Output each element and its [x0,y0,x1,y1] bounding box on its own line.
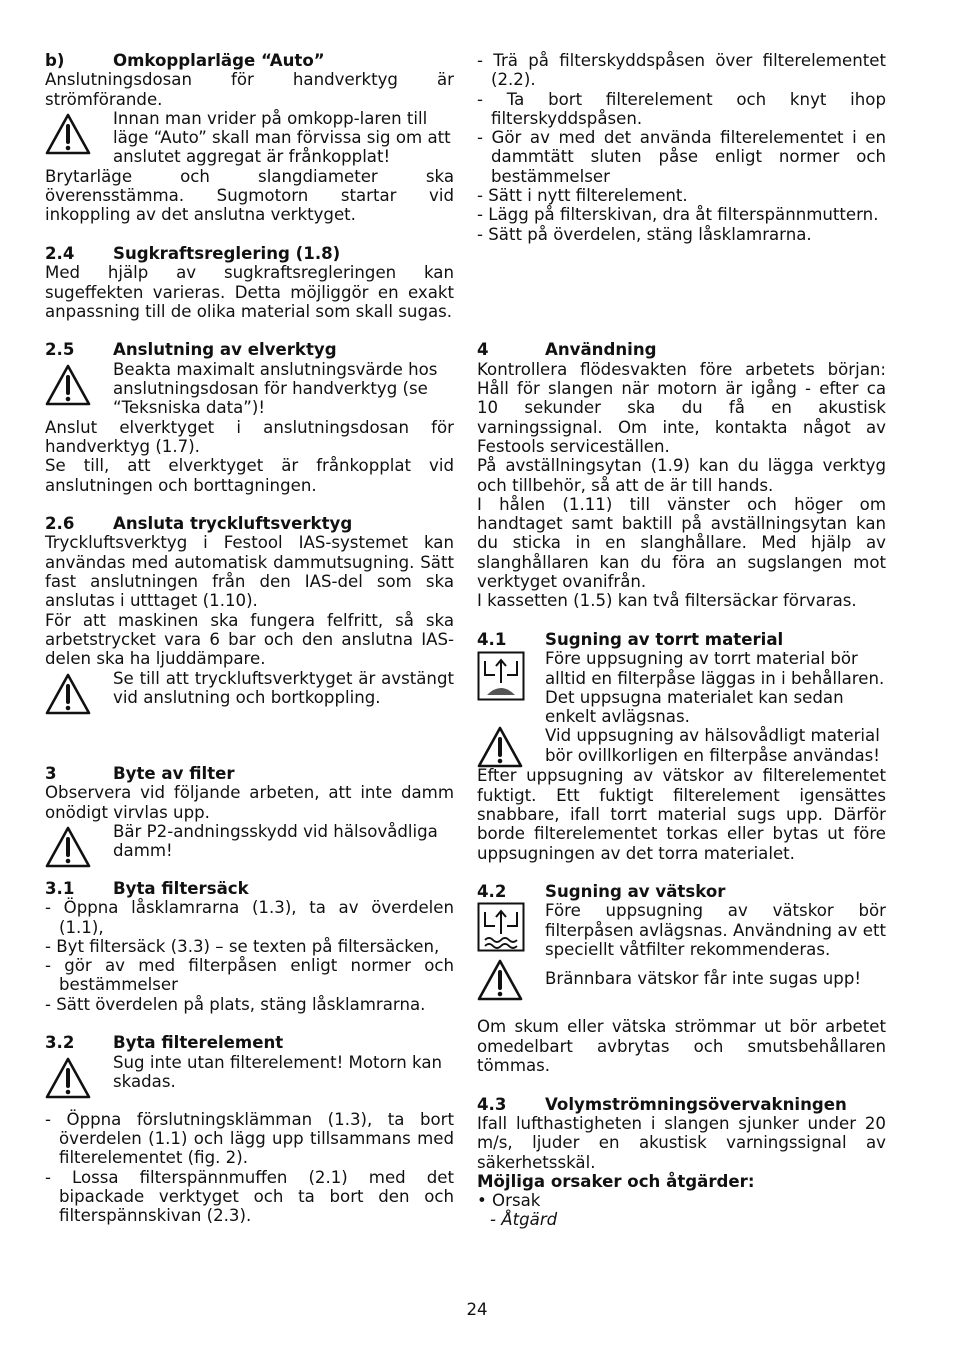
paragraph: Om skum eller vätska strömmar ut bör arbetet omedelbart avbrytas och smutsbehållaren tömmas. [477,1017,886,1076]
warning-text: Se till att tryckluftsverktyget är avstängt vid anslutning och bortkoppling. [113,668,454,707]
list-item: - Öppna förslutningsklämman (1.3), ta bort överdelen (1.1) och lägg upp tillsammans med filterelementet (fig. 2). [45,1109,454,1168]
paragraph: I hålen (1.11) till vänster och höger om handtaget samt baktill på avställningsytan kan du sticka in en slanghållare. Med hjälp av slanghållaren kan du föra an sugslangen mot verktyget ovanifrån. [477,494,886,592]
warning-block [45,669,454,726]
heading-4-2: 4.2 Sugning av vätskor [477,882,726,902]
warning-triangle-icon [45,1057,91,1099]
list-item: - Sätt överdelen på plats, stäng låsklamrarna. [45,994,426,1014]
bold-subheading: Möjliga orsaker och åtgärder: [477,1171,755,1191]
warning-text: Beakta maximalt anslutningsvärde hos anslutningsdosan för handverktyg (se “Teksniska data”)! [113,359,438,418]
list-item: - Öppna låsklamrarna (1.3), ta av överdelen (1.1), [45,898,454,937]
warning-triangle-icon [477,726,523,768]
page-number: 24 [466,1300,488,1319]
paragraph: Anslut elverktyget i anslutningsdosan för handverktyg (1.7). [45,417,454,456]
right-column [477,51,886,1230]
paragraph: För att maskinen ska fungera felfritt, så ska arbetstrycket vara 6 bar och den anslutna IAS-delen ska ha ljuddämpare. [45,610,454,669]
warning-block [45,1053,454,1110]
warning-triangle-icon [45,673,91,715]
info-text: Före uppsugning av torrt material bör alltid en filterpåse läggas in i behållaren. Det uppsugna materialet kan sedan enkelt avlägsnas. [545,649,885,727]
paragraph: Ifall lufthastigheten i slangen sjunker under 20 m/s, ljuder en akustisk varningssignal av säkerhetsskäl. [477,1113,886,1172]
warning-text: Innan man vrider på omkopp-laren till läge “Auto” skall man förvissa sig om att anslutet aggregat är frånkopplat! [113,108,451,167]
list-item: - gör av med filterpåsen enligt normer och bestämmelser [45,956,454,995]
list-item: - Byt filtersäck (3.3) – se texten på filtersäcken, [45,936,440,956]
warning-triangle-icon [45,364,91,406]
dry-suction-icon [477,651,525,701]
list-item: - Lossa filterspännmuffen (2.1) med det bipackade verktyget och ta bort den och filterspännskivan (2.3). [45,1167,454,1226]
info-block [477,649,886,726]
warning-text: Bär P2-andningsskydd vid hälsovådliga damm! [113,821,438,861]
paragraph: Med hjälp av sugkraftsregleringen kan sugeffekten varieras. Detta möjliggör en exakt anpassning till de olika material som skall sugas. [45,263,454,321]
paragraph: På avställningsytan (1.9) kan du lägga verktyg och tillbehör, så att de är till hands. [477,456,886,495]
list-item: - Trä på filterskyddspåsen över filterelementet (2.2). [477,51,886,90]
left-column [45,51,454,1225]
heading-3-1: 3.1 Byta filtersäck [45,878,249,898]
heading-4: 4 Användning [477,340,657,360]
paragraph: Anslutningsdosan för handverktyg är strömförande. [45,70,454,109]
warning-block [477,726,886,766]
list-item: - Sätt i nytt filterelement. [477,186,688,206]
paragraph: Se till, att elverktyget är frånkopplat vid anslutningen och borttagningen. [45,456,454,495]
list-item: - Lägg på filterskivan, dra åt filterspännmuttern. [477,205,879,225]
action-item: - Åtgärd [490,1210,558,1230]
list-item: - Sätt på överdelen, stäng låsklamrarna. [477,224,812,244]
wet-suction-icon [477,902,525,952]
heading-2-4: 2.4 Sugkraftsreglering (1.8) [45,243,341,263]
warning-block [477,959,886,1017]
warning-triangle-icon [45,113,91,155]
cause-bullet: • Orsak [477,1191,541,1211]
warning-block [45,822,454,879]
list-item: - Gör av med det använda filterelementet i en dammtätt sluten påse enligt normer och bestämmelser [477,128,886,186]
paragraph: I kassetten (1.5) kan två filtersäckar förvaras. [477,591,857,611]
heading-4-1: 4.1 Sugning av torrt material [477,629,784,649]
list-item: - Ta bort filterelement och knyt ihop filterskyddspåsen. [477,89,886,128]
paragraph: Brytarläge och slangdiameter ska överensstämma. Sugmotorn startar vid inkoppling av det anslutna verktyget. [45,166,454,225]
warning-block [45,360,454,418]
heading-2-5: 2.5 Anslutning av elverktyg [45,340,337,360]
heading-3: 3 Byte av filter [45,764,235,784]
heading-3-2: 3.2 Byta filterelement [45,1033,284,1053]
info-block [477,901,886,959]
warning-text: Sug inte utan filterelement! Motorn kan skadas. [113,1052,442,1091]
paragraph: Kontrollera flödesvakten före arbetets början: Håll för slangen när motorn är igång - efter ca 10 sekunder ska du få en akustisk varningssignal. Om inte, kontakta något av Festools serviceställen. [477,359,886,456]
info-text: Före uppsugning av vätskor bör filterpåsen avlägsnas. Användning av ett speciellt våtfilter rekommenderas. [545,901,886,960]
warning-triangle-icon [477,959,523,1001]
warning-text: Vid uppsugning av hälsovådligt material bör ovillkorligen en filterpåse användas! [545,726,880,765]
paragraph: Observera vid följande arbeten, att inte damm onödigt virvlas upp. [45,783,454,822]
paragraph: Tryckluftsverktyg i Festool IAS-systemet kan användas med automatisk dammutsugning. Sätt fast anslutningen från den IAS-del som ska anslutas i utttaget (1.10). [45,533,454,611]
heading-2-6: 2.6 Ansluta tryckluftsverktyg [45,514,353,534]
warning-block [45,109,454,167]
heading-4-3: 4.3 Volymströmningsövervakningen [477,1094,847,1114]
warning-text: Brännbara vätskor får inte sugas upp! [545,969,862,989]
heading-b: b) Omkopplarläge “Auto” [45,51,325,70]
paragraph: Efter uppsugning av vätskor av filterelementet fuktigt. Ett fuktigt filterelement igensättes snabbare, ifall torrt material sugs upp. Därför borde filterelementet torkas eller bytas ut före uppsugningen av det torra materialet. [477,766,886,863]
warning-triangle-icon [45,826,91,868]
